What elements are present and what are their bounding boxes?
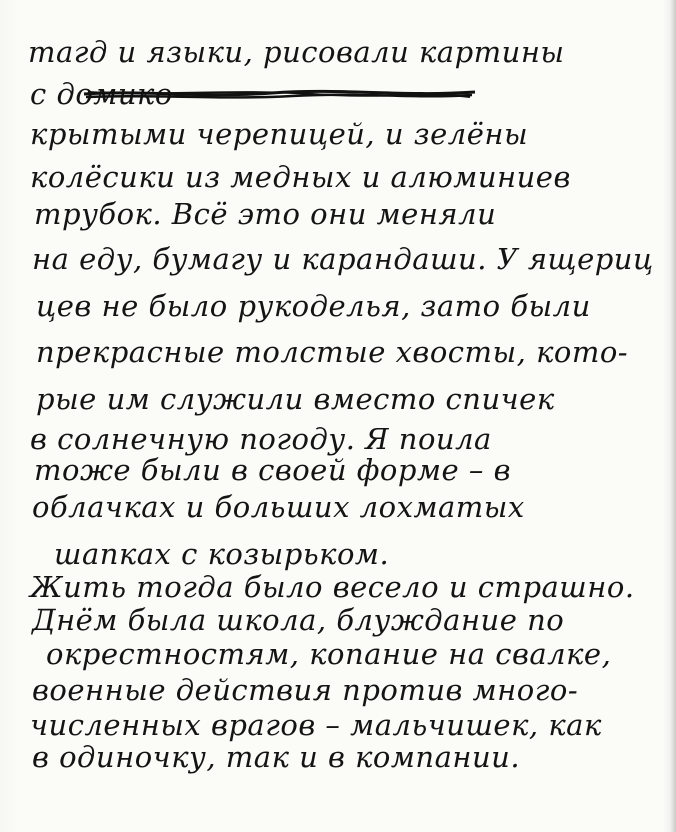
text-line: с домико- [30,77,184,111]
text-line: крытыми черепицей, и зелёны [30,117,529,151]
text-line: Днём была школа, блуждание по [32,603,565,637]
text-line: в одиночку, так и в компании. [32,740,521,774]
text-line: колёсики из медных и алюминиев [30,160,571,194]
text-line: тоже были в своей форме – в [34,453,511,487]
text-line: на еду, бумагу и карандаши. У ящериц [32,242,654,276]
text-line: цев не было рукоделья, зато были [36,289,591,323]
text-line: рые им служили вместо спичек [36,382,555,416]
text-line: численных врагов – мальчишек, как [30,708,602,742]
text-line: тагд и языки, рисовали картины [28,35,565,69]
text-line: облачках и больших лохматых [32,490,525,524]
scribbled-out-text [82,88,477,102]
text-line: военные действия против много- [32,673,579,707]
text-line: окрестностям, копание на свалке, [46,637,612,671]
text-line: Жить тогда было весело и страшно. [30,570,635,604]
text-line: трубок. Всё это они меняли [34,197,497,231]
text-line: шапках с козырьком. [54,537,390,571]
text-line: прекрасные толстые хвосты, кото- [36,335,629,369]
text-line: в солнечную погоду. Я поила [30,422,492,456]
